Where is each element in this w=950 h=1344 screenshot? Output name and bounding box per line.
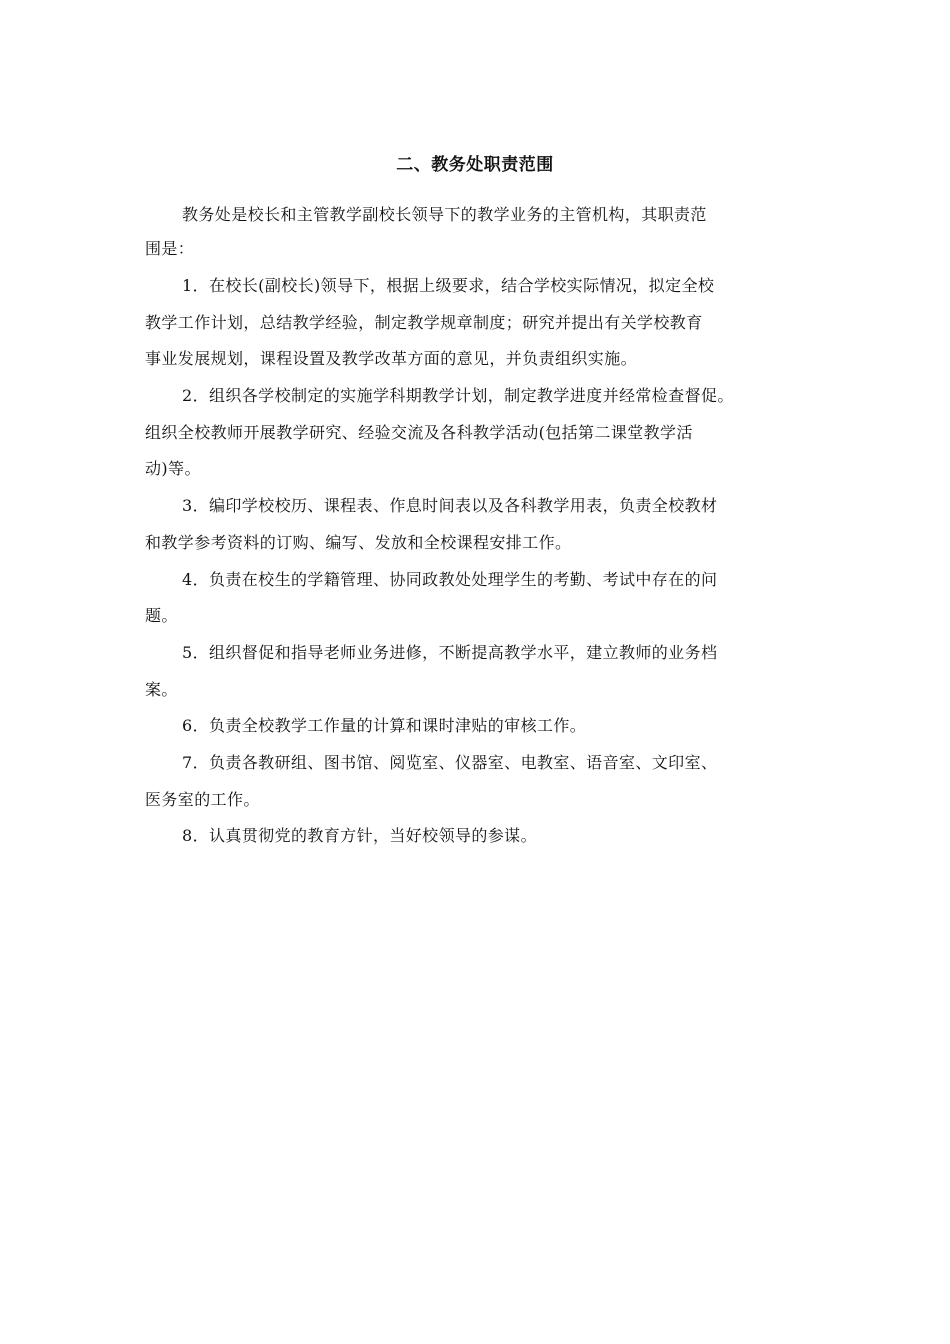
item-5-line-2: 案。: [145, 680, 178, 699]
item-8-line-1: 8．认真贯彻党的教育方针，当好校领导的参谋。: [182, 826, 537, 845]
item-3-line-1: 3．编印学校校历、课程表、作息时间表以及各科教学用表，负责全校教材: [182, 496, 718, 515]
item-1-line-3: 事业发展规划，课程设置及教学改革方面的意见，并负责组织实施。: [145, 349, 638, 368]
item-4-line-2: 题。: [145, 606, 178, 625]
item-2-line-2: 组织全校教师开展教学研究、经验交流及各科教学活动(包括第二课堂教学活: [145, 423, 693, 442]
intro-line-2: 围是：: [145, 239, 195, 258]
item-5-line-1: 5．组织督促和指导老师业务进修，不断提高教学水平，建立教师的业务档: [182, 643, 718, 662]
item-3-line-2: 和教学参考资料的订购、编写、发放和全校课程安排工作。: [145, 533, 572, 552]
item-2-line-3: 动)等。: [145, 459, 201, 478]
intro-line-1: 教务处是校长和主管教学副校长领导下的教学业务的主管机构，其职责范: [182, 205, 707, 224]
item-2-line-1: 2．组织各学校制定的实施学科期教学计划，制定教学进度并经常检查督促。: [182, 386, 734, 405]
item-1-line-1: 1．在校长(副校长)领导下，根据上级要求，结合学校实际情况，拟定全校: [182, 276, 715, 295]
document-title: 二、教务处职责范围: [396, 155, 554, 175]
item-7-line-1: 7．负责各教研组、图书馆、阅览室、仪器室、电教室、语音室、文印室、: [182, 753, 718, 772]
item-1-line-2: 教学工作计划，总结教学经验，制定教学规章制度；研究并提出有关学校教育: [145, 313, 703, 332]
item-4-line-1: 4．负责在校生的学籍管理、协同政教处处理学生的考勤、考试中存在的问: [182, 570, 718, 589]
item-6-line-1: 6．负责全校教学工作量的计算和课时津贴的审核工作。: [182, 716, 587, 735]
item-7-line-2: 医务室的工作。: [145, 790, 260, 809]
